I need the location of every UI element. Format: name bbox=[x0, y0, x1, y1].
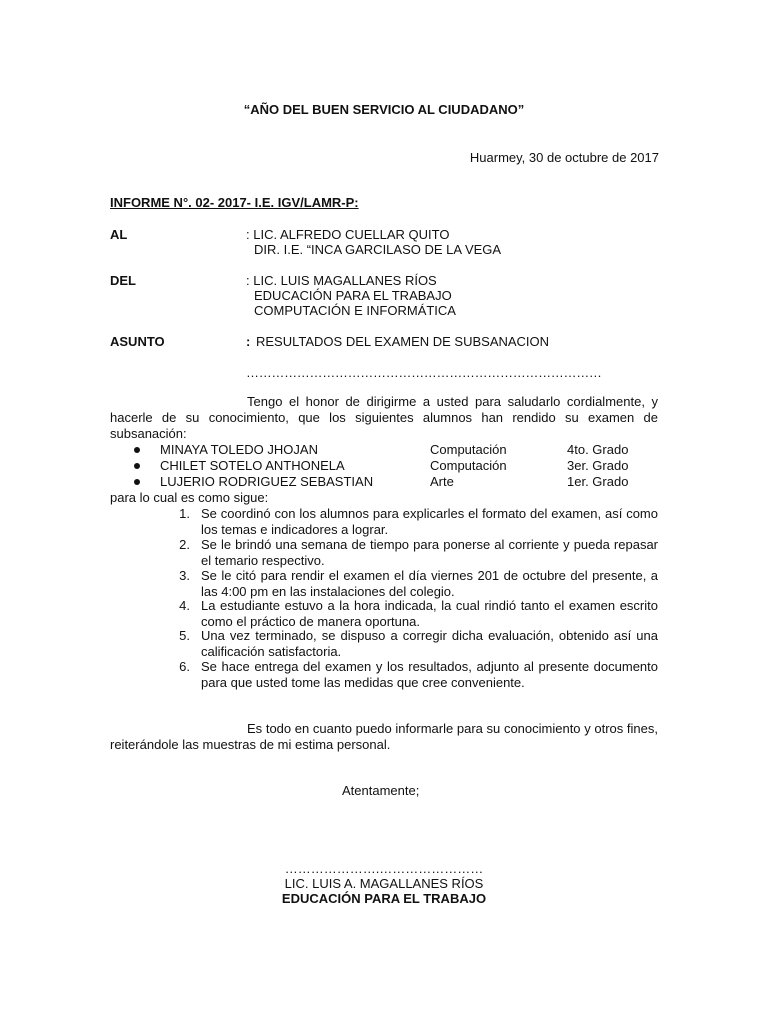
step-text: Se le brindó una semana de tiempo para ponerse al corriente y pueda repasar el temario respectivo. bbox=[201, 537, 658, 568]
al-line1: : LIC. ALFREDO CUELLAR QUITO bbox=[246, 227, 450, 242]
step-text: Una vez terminado, se dispuso a corregir dicha evaluación, obtenido así una calificación satisfactoria. bbox=[201, 628, 658, 659]
student-grade: 4to. Grado bbox=[567, 442, 629, 457]
lead-text: para lo cual es como sigue: bbox=[110, 490, 269, 505]
asunto-colon: : bbox=[246, 334, 251, 349]
del-line1: : LIC. LUIS MAGALLANES RÍOS bbox=[246, 273, 437, 288]
step-text: Se hace entrega del examen y los resultados, adjunto al presente documento para que usted tome las medidas que cree conveniente. bbox=[201, 659, 658, 690]
student-grade: 1er. Grado bbox=[567, 474, 629, 489]
signature-role: EDUCACIÓN PARA EL TRABAJO bbox=[281, 891, 487, 906]
al-label: AL bbox=[110, 227, 128, 242]
del-line2: EDUCACIÓN PARA EL TRABAJO bbox=[254, 288, 452, 303]
step-text: La estudiante estuvo a la hora indicada, la cual rindió tanto el examen escrito como el práctico de manera oportuna. bbox=[201, 598, 658, 629]
separator-dots: ………………………………………………………………………… bbox=[246, 365, 602, 380]
del-label: DEL bbox=[110, 273, 136, 288]
step-number: 2. bbox=[179, 537, 190, 552]
step-text: Se coordinó con los alumnos para explicarles el formato del examen, así como los temas e indicadores a lograr. bbox=[201, 506, 658, 537]
motto: “AÑO DEL BUEN SERVICIO AL CIUDADANO” bbox=[243, 102, 525, 117]
student-name: LUJERIO RODRIGUEZ SEBASTIAN bbox=[160, 474, 374, 489]
signature-name: LIC. LUIS A. MAGALLANES RÍOS bbox=[284, 876, 484, 891]
student-course: Computación bbox=[430, 458, 507, 473]
report-title: INFORME N°. 02- 2017- I.E. IGV/LAMR-P: bbox=[110, 195, 359, 210]
al-line2: DIR. I.E. “INCA GARCILASO DE LA VEGA bbox=[254, 242, 502, 257]
closing-paragraph: Es todo en cuanto puedo informarle para su conocimiento y otros fines, reiterándole las muestras de mi estima personal. bbox=[110, 721, 658, 752]
signature-line: ………………….…………………… bbox=[284, 861, 484, 876]
student-course: Computación bbox=[430, 442, 507, 457]
salutation: Atentamente; bbox=[342, 783, 420, 798]
student-course: Arte bbox=[430, 474, 454, 489]
asunto-label: ASUNTO bbox=[110, 334, 165, 349]
step-number: 4. bbox=[179, 598, 190, 613]
student-grade: 3er. Grado bbox=[567, 458, 629, 473]
place-date: Huarmey, 30 de octubre de 2017 bbox=[469, 150, 659, 165]
bullet-icon bbox=[134, 463, 140, 469]
asunto-value: RESULTADOS DEL EXAMEN DE SUBSANACION bbox=[256, 334, 550, 349]
student-name: MINAYA TOLEDO JHOJAN bbox=[160, 442, 318, 457]
step-number: 1. bbox=[179, 506, 190, 521]
step-number: 5. bbox=[179, 628, 190, 643]
student-name: CHILET SOTELO ANTHONELA bbox=[160, 458, 345, 473]
intro-paragraph: Tengo el honor de dirigirme a usted para saludarlo cordialmente, y hacerle de su conocimiento, que los siguientes alumnos han rendido su examen de subsanación: bbox=[110, 394, 658, 441]
step-text: Se le citó para rendir el examen el día viernes 201 de octubre del presente, a las 4:00 pm en las instalaciones del colegio. bbox=[201, 568, 658, 599]
step-number: 6. bbox=[179, 659, 190, 674]
bullet-icon bbox=[134, 479, 140, 485]
bullet-icon bbox=[134, 447, 140, 453]
step-number: 3. bbox=[179, 568, 190, 583]
del-line3: COMPUTACIÓN E INFORMÁTICA bbox=[254, 303, 456, 318]
